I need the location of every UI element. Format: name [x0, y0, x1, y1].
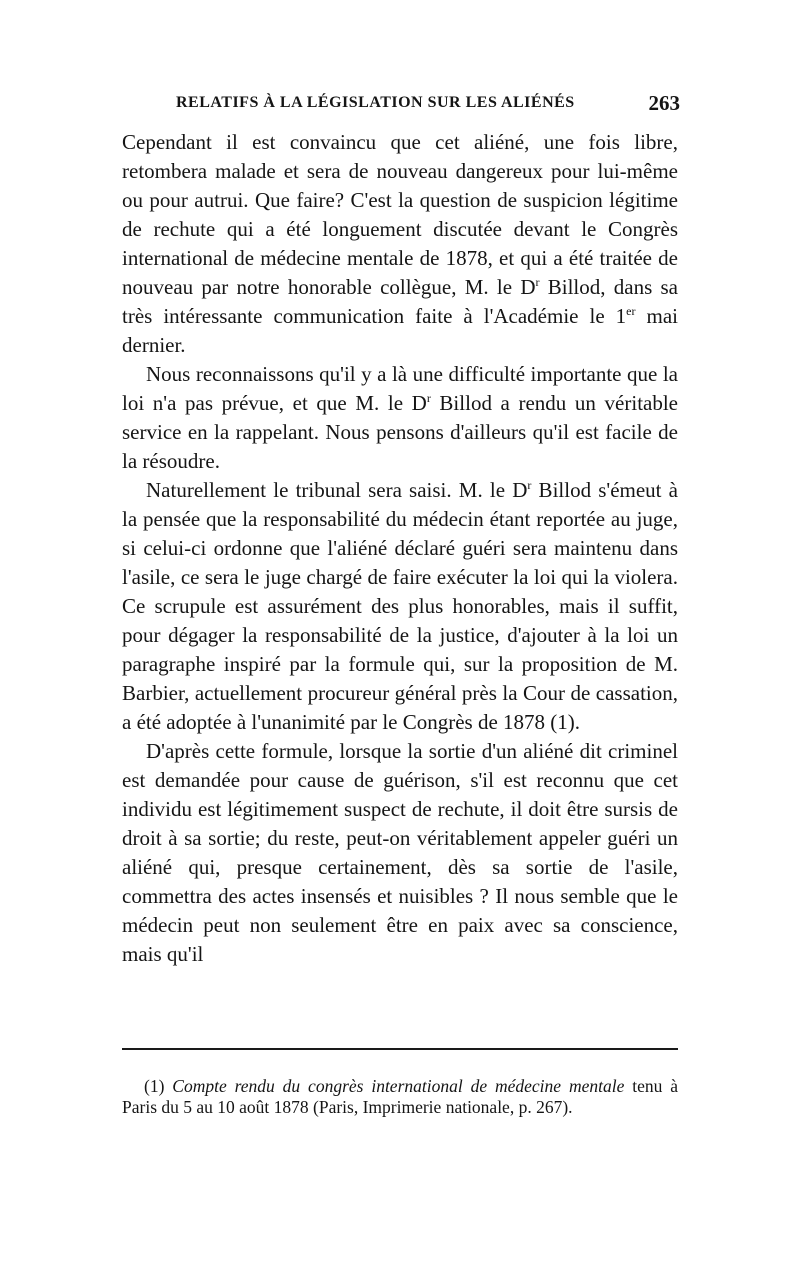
paragraph-4: D'après cette formule, lorsque la sortie d'un aliéné dit criminel est demandée pour cause de guérison, s'il est reconnu que cet individu est légitimement suspect de rechute, il doit être sursis de droit à sa sortie; du reste, peut-on véritablement appeler guéri un aliéné qui, presque certainement, dès sa sortie de l'asile, commettra des actes insensés et nuisibles ? Il nous semble que le médecin peut non seulement être en paix avec sa conscience, mais qu'il	[122, 739, 678, 966]
footnote-text: (1) Compte rendu du congrès international de médecine mentale tenu à Paris du 5 au 10 août 1878 (Paris, Imprimerie nationale, p. 267).	[122, 1076, 678, 1117]
footnote-rule	[122, 1048, 678, 1050]
page-header	[120, 92, 680, 120]
paragraph-3: Naturellement le tribunal sera saisi. M. le $D^r$ Billod s'émeut à la pensée que la responsabilité du médecin étant reportée au juge, si celui-ci ordonne que l'aliéné déclaré guéri sera maintenu dans l'asile, ce sera le juge chargé de faire exécuter la loi qui la violera. Ce scrupule est assurément des plus honorables, mais il suffit, pour dégager la responsabilité de la justice, d'ajouter à la loi un paragraphe inspiré par la formule qui, sur la proposition de M. Barbier, actuellement procureur général près la Cour de cassation, a été adoptée à l'unanimité par le Congrès de 1878 (1).	[122, 478, 678, 734]
page-number: 263	[648, 91, 680, 115]
paragraph-2: Nous reconnaissons qu'il y a là une difficulté importante que la loi n'a pas prévue, et que M. le $D^r$ Billod a rendu un véritable service en la rappelant. Nous pensons d'ailleurs qu'il est facile de la résoudre.	[122, 362, 678, 473]
footnote	[122, 1076, 678, 1118]
body-text	[122, 128, 678, 969]
paragraph-1: Cependant il est convaincu que cet aliéné, une fois libre, retombera malade et sera de nouveau dangereux pour lui-même ou pour autrui. Que faire? C'est la question de suspicion légitime de rechute qui a été longuement discutée devant le Congrès international de médecine mentale de 1878, et qui a été traitée de nouveau par notre honorable collègue, M. le $D^r$ Billod, dans sa très intéressante communication faite à l'Académie le 1er mai dernier.	[122, 130, 678, 357]
running-title: RELATIFS À LA LÉGISLATION SUR LES ALIÉNÉS	[176, 94, 575, 111]
